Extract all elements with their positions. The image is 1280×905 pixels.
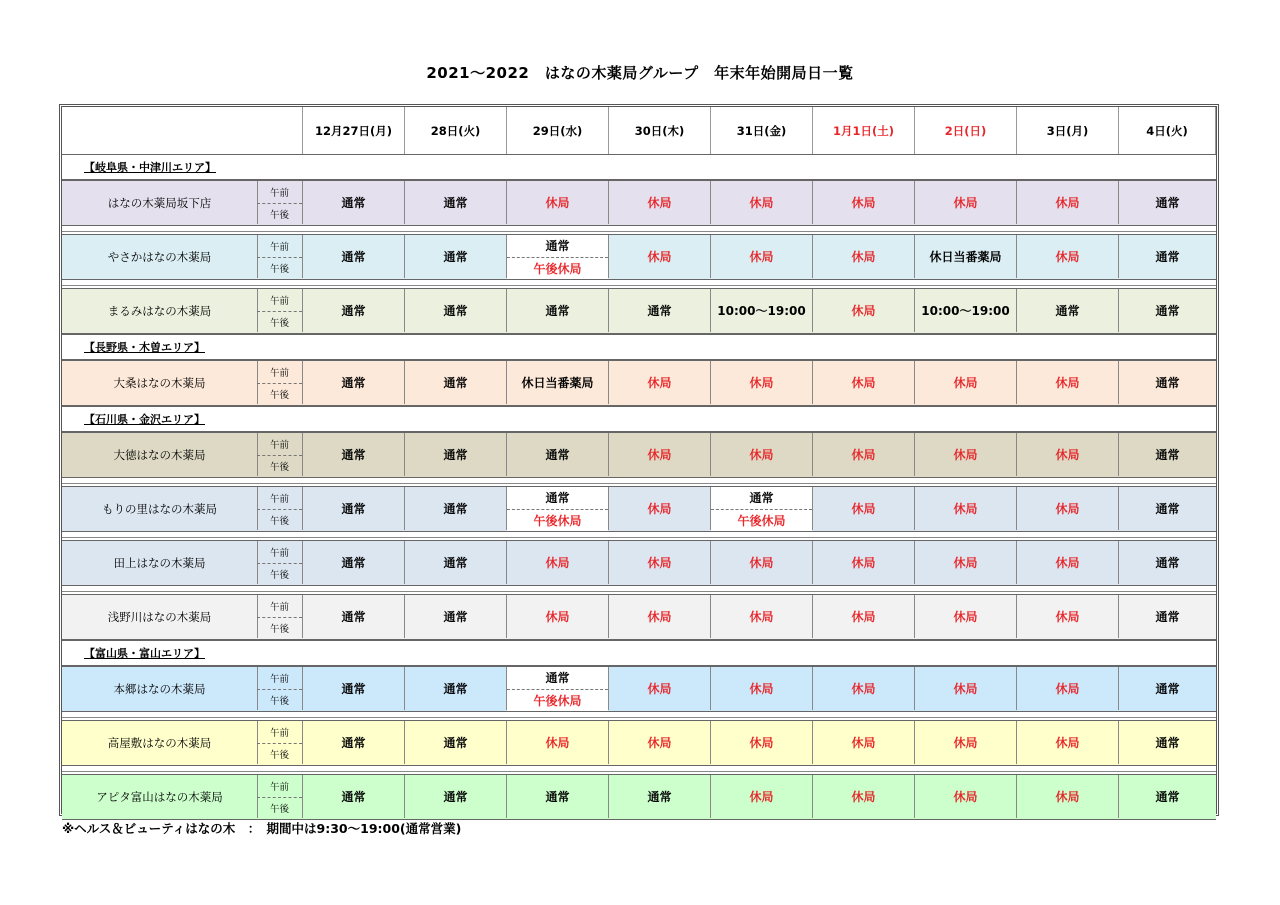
status-text: 休局 — [1055, 736, 1080, 750]
status-text: 休局 — [851, 790, 876, 804]
status-cell — [1017, 433, 1119, 476]
store-row — [62, 540, 1216, 586]
status-cell — [1119, 487, 1216, 530]
status-text: 休局 — [1055, 250, 1080, 264]
day-header: 28日(火) — [405, 107, 507, 154]
pm-label: 午後 — [269, 804, 289, 816]
status-text: 通常 — [443, 610, 468, 624]
status-text: 休局 — [953, 790, 978, 804]
status-cell — [1119, 361, 1216, 404]
store-row — [62, 594, 1216, 640]
pm-label: 午後 — [269, 210, 289, 222]
day-header: 3日(月) — [1017, 107, 1119, 154]
status-cell — [915, 289, 1017, 332]
row-separator — [62, 478, 1216, 484]
status-cell — [609, 595, 711, 638]
am-label: 午前 — [257, 667, 302, 690]
status-cell — [813, 433, 915, 476]
am-pm-labels — [257, 721, 303, 764]
status-cell — [915, 721, 1017, 764]
status-text: 休局 — [851, 682, 876, 696]
status-text: 休局 — [953, 196, 978, 210]
status-text: 通常 — [341, 736, 366, 750]
am-label: 午前 — [257, 433, 302, 456]
status-cell — [915, 361, 1017, 404]
store-name: 浅野川はなの木薬局 — [62, 595, 258, 638]
status-text: 休局 — [851, 196, 876, 210]
status-text: 通常 — [443, 376, 468, 390]
status-text: 休局 — [647, 250, 672, 264]
store-name: もりの里はなの木薬局 — [62, 487, 258, 530]
status-text: 休局 — [1055, 790, 1080, 804]
store-name: やさかはなの木薬局 — [62, 235, 258, 278]
status-cell — [303, 721, 405, 764]
store-name: まるみはなの木薬局 — [62, 289, 258, 332]
store-name: 田上はなの木薬局 — [62, 541, 258, 584]
pm-label: 午後 — [269, 570, 289, 582]
store-name: 大桑はなの木薬局 — [62, 361, 258, 404]
row-separator — [62, 766, 1216, 772]
status-cell — [405, 181, 507, 224]
am-label: 午前 — [257, 541, 302, 564]
status-text: 通常 — [1155, 250, 1180, 264]
area-label — [62, 154, 1216, 180]
status-text: 10:00～19:00 — [717, 304, 806, 318]
status-pm: 午後休局 — [711, 510, 812, 532]
status-text: 通常 — [1155, 502, 1180, 516]
area-label-text: 【石川県・金沢エリア】 — [84, 413, 205, 426]
status-pm: 午後休局 — [507, 510, 608, 532]
status-text: 休局 — [851, 448, 876, 462]
status-cell — [609, 235, 711, 278]
status-cell — [507, 181, 609, 224]
area-label-text: 【富山県・富山エリア】 — [84, 647, 205, 660]
status-text: 通常 — [1055, 304, 1080, 318]
status-text: 通常 — [647, 304, 672, 318]
status-cell — [711, 721, 813, 764]
status-cell — [609, 433, 711, 476]
status-cell — [405, 289, 507, 332]
status-cell — [507, 541, 609, 584]
status-cell — [915, 595, 1017, 638]
status-text: 休局 — [545, 736, 570, 750]
pm-label: 午後 — [269, 696, 289, 708]
status-text: 休日当番薬局 — [521, 376, 594, 390]
status-cell — [609, 667, 711, 710]
store-row — [62, 234, 1216, 280]
status-text: 通常 — [443, 556, 468, 570]
am-pm-labels — [257, 775, 303, 818]
status-cell — [609, 541, 711, 584]
am-pm-labels — [257, 487, 303, 530]
am-pm-labels — [257, 289, 303, 332]
store-name: 大徳はなの木薬局 — [62, 433, 258, 476]
status-text: 通常 — [341, 610, 366, 624]
status-text: 通常 — [1155, 790, 1180, 804]
status-cell — [711, 181, 813, 224]
am-label: 午前 — [257, 487, 302, 510]
store-name: 高屋敷はなの木薬局 — [62, 721, 258, 764]
store-row — [62, 774, 1216, 820]
status-am: 通常 — [507, 487, 608, 510]
header-corner — [62, 107, 303, 154]
status-text: 休局 — [1055, 376, 1080, 390]
row-separator — [62, 226, 1216, 232]
status-text: 休局 — [1055, 610, 1080, 624]
status-text: 休局 — [545, 556, 570, 570]
status-cell — [405, 433, 507, 476]
status-text: 通常 — [341, 682, 366, 696]
pm-label: 午後 — [269, 390, 289, 402]
am-pm-labels — [257, 667, 303, 710]
status-text: 休局 — [749, 376, 774, 390]
store-name: はなの木薬局坂下店 — [62, 181, 258, 224]
status-cell — [1017, 289, 1119, 332]
status-text: 休局 — [647, 196, 672, 210]
status-cell — [405, 487, 507, 530]
pm-label: 午後 — [269, 264, 289, 276]
store-name: 本郷はなの木薬局 — [62, 667, 258, 710]
status-cell — [609, 181, 711, 224]
status-text: 休局 — [749, 736, 774, 750]
status-text: 通常 — [443, 448, 468, 462]
status-cell — [915, 775, 1017, 818]
status-text: 休局 — [647, 376, 672, 390]
status-cell — [405, 721, 507, 764]
status-text: 通常 — [341, 790, 366, 804]
status-cell — [303, 487, 405, 530]
status-cell — [1017, 487, 1119, 530]
day-header: 2日(日) — [915, 107, 1017, 154]
status-cell — [813, 361, 915, 404]
status-text: 通常 — [341, 556, 366, 570]
status-text: 通常 — [341, 448, 366, 462]
status-cell — [405, 235, 507, 278]
page-title: 2021～2022 はなの木薬局グループ 年末年始開局日一覧 — [426, 64, 854, 82]
schedule-table — [59, 104, 1219, 816]
status-text: 通常 — [443, 736, 468, 750]
status-cell — [1017, 667, 1119, 710]
am-label: 午前 — [257, 181, 302, 204]
status-cell — [507, 595, 609, 638]
status-text: 休局 — [545, 610, 570, 624]
status-text: 休局 — [647, 682, 672, 696]
status-cell — [507, 721, 609, 764]
status-cell — [303, 361, 405, 404]
status-text: 休局 — [647, 736, 672, 750]
day-header: 29日(水) — [507, 107, 609, 154]
row-separator — [62, 586, 1216, 592]
status-text: 通常 — [443, 250, 468, 264]
status-cell — [711, 667, 813, 710]
area-label-text: 【岐阜県・中津川エリア】 — [84, 161, 216, 174]
status-cell — [813, 595, 915, 638]
status-text: 通常 — [443, 502, 468, 516]
status-cell — [609, 775, 711, 818]
status-text: 休局 — [953, 502, 978, 516]
status-cell — [1017, 361, 1119, 404]
status-text: 休日当番薬局 — [929, 250, 1002, 264]
status-cell — [303, 595, 405, 638]
store-row — [62, 180, 1216, 226]
status-text: 休局 — [749, 556, 774, 570]
am-label: 午前 — [257, 595, 302, 618]
status-cell — [1119, 541, 1216, 584]
status-text: 休局 — [749, 682, 774, 696]
store-name: アピタ富山はなの木薬局 — [62, 775, 258, 818]
status-cell — [813, 235, 915, 278]
status-text: 休局 — [953, 736, 978, 750]
status-text: 通常 — [443, 196, 468, 210]
status-cell — [507, 775, 609, 818]
status-cell — [711, 235, 813, 278]
status-text: 休局 — [647, 502, 672, 516]
pm-label: 午後 — [269, 516, 289, 528]
status-cell — [1119, 667, 1216, 710]
row-separator — [62, 712, 1216, 718]
store-row — [62, 360, 1216, 406]
status-pm: 午後休局 — [507, 690, 608, 712]
am-pm-labels — [257, 541, 303, 584]
status-cell — [405, 361, 507, 404]
status-cell — [1119, 181, 1216, 224]
status-cell — [405, 775, 507, 818]
status-cell — [609, 487, 711, 530]
am-label: 午前 — [257, 361, 302, 384]
store-row — [62, 288, 1216, 334]
status-text: 通常 — [545, 304, 570, 318]
am-label: 午前 — [257, 235, 302, 258]
row-separator — [62, 532, 1216, 538]
am-pm-labels — [257, 595, 303, 638]
status-text: 休局 — [749, 790, 774, 804]
status-text: 通常 — [341, 502, 366, 516]
status-cell — [507, 433, 609, 476]
status-cell — [813, 487, 915, 530]
status-text: 休局 — [749, 196, 774, 210]
status-text: 休局 — [1055, 682, 1080, 696]
am-label: 午前 — [257, 721, 302, 744]
store-row — [62, 486, 1216, 532]
area-label — [62, 640, 1216, 666]
status-cell — [915, 181, 1017, 224]
area-label — [62, 406, 1216, 432]
status-text: 通常 — [341, 304, 366, 318]
status-cell — [915, 541, 1017, 584]
status-cell — [507, 361, 609, 404]
day-header: 31日(金) — [711, 107, 813, 154]
status-cell — [711, 595, 813, 638]
store-row — [62, 432, 1216, 478]
status-text: 通常 — [1155, 556, 1180, 570]
status-text: 通常 — [1155, 376, 1180, 390]
status-cell — [609, 721, 711, 764]
status-text: 休局 — [953, 376, 978, 390]
status-cell — [915, 433, 1017, 476]
am-pm-labels — [257, 181, 303, 224]
status-cell — [303, 235, 405, 278]
status-am: 通常 — [507, 235, 608, 258]
status-cell — [711, 541, 813, 584]
status-cell — [1119, 721, 1216, 764]
pm-label: 午後 — [269, 624, 289, 636]
status-cell — [1119, 433, 1216, 476]
status-cell — [1119, 775, 1216, 818]
status-text: 通常 — [1155, 196, 1180, 210]
status-cell — [507, 289, 609, 332]
status-cell — [813, 721, 915, 764]
status-text: 通常 — [443, 682, 468, 696]
status-cell — [507, 667, 609, 710]
status-text: 通常 — [1155, 682, 1180, 696]
day-header: 30日(木) — [609, 107, 711, 154]
am-pm-labels — [257, 433, 303, 476]
am-pm-labels — [257, 361, 303, 404]
area-label-text: 【長野県・木曽エリア】 — [84, 341, 205, 354]
status-cell — [711, 775, 813, 818]
status-cell — [609, 289, 711, 332]
status-cell — [303, 541, 405, 584]
status-text: 休局 — [953, 448, 978, 462]
status-text: 休局 — [749, 448, 774, 462]
status-cell — [1119, 235, 1216, 278]
status-cell — [915, 667, 1017, 710]
status-cell — [1119, 595, 1216, 638]
status-text: 休局 — [1055, 502, 1080, 516]
pm-label: 午後 — [269, 318, 289, 330]
status-text: 休局 — [1055, 556, 1080, 570]
status-cell — [507, 487, 609, 530]
status-cell — [303, 289, 405, 332]
status-text: 休局 — [851, 502, 876, 516]
status-am: 通常 — [507, 667, 608, 690]
status-text: 休局 — [953, 610, 978, 624]
status-cell — [405, 595, 507, 638]
day-header: 12月27日(月) — [303, 107, 405, 154]
store-row — [62, 666, 1216, 712]
status-text: 休局 — [1055, 196, 1080, 210]
status-text: 休局 — [851, 610, 876, 624]
status-text: 10:00～19:00 — [921, 304, 1010, 318]
am-pm-labels — [257, 235, 303, 278]
status-text: 通常 — [341, 376, 366, 390]
pm-label: 午後 — [269, 462, 289, 474]
day-header: 1月1日(土) — [813, 107, 915, 154]
am-label: 午前 — [257, 289, 302, 312]
status-text: 通常 — [443, 304, 468, 318]
status-cell — [303, 667, 405, 710]
status-cell — [711, 433, 813, 476]
status-text: 通常 — [647, 790, 672, 804]
status-text: 通常 — [545, 448, 570, 462]
header-row — [62, 107, 1216, 154]
status-text: 休局 — [953, 556, 978, 570]
status-cell — [915, 235, 1017, 278]
status-cell — [813, 667, 915, 710]
status-text: 休局 — [851, 736, 876, 750]
status-text: 通常 — [341, 196, 366, 210]
status-cell — [1017, 721, 1119, 764]
status-text: 休局 — [1055, 448, 1080, 462]
status-text: 休局 — [647, 556, 672, 570]
status-text: 通常 — [545, 790, 570, 804]
status-text: 休局 — [851, 376, 876, 390]
status-cell — [303, 433, 405, 476]
status-pm: 午後休局 — [507, 258, 608, 280]
status-text: 通常 — [1155, 304, 1180, 318]
status-cell — [609, 361, 711, 404]
status-text: 休局 — [647, 610, 672, 624]
store-row — [62, 720, 1216, 766]
status-cell — [1017, 181, 1119, 224]
am-label: 午前 — [257, 775, 302, 798]
status-text: 通常 — [443, 790, 468, 804]
status-text: 休局 — [851, 304, 876, 318]
status-text: 通常 — [341, 250, 366, 264]
status-cell — [1017, 595, 1119, 638]
status-cell — [813, 289, 915, 332]
area-label — [62, 334, 1216, 360]
status-cell — [303, 181, 405, 224]
status-cell — [813, 775, 915, 818]
status-text: 休局 — [953, 682, 978, 696]
status-cell — [1017, 235, 1119, 278]
status-text: 通常 — [1155, 610, 1180, 624]
status-cell — [405, 667, 507, 710]
day-header: 4日(火) — [1119, 107, 1216, 154]
status-text: 休局 — [647, 448, 672, 462]
footnote: ※ヘルス＆ビューティはなの木 ： 期間中は9:30～19:00(通常営業) — [62, 821, 462, 836]
status-text: 通常 — [1155, 736, 1180, 750]
status-am: 通常 — [711, 487, 812, 510]
status-text: 休局 — [851, 250, 876, 264]
status-cell — [711, 361, 813, 404]
status-cell — [813, 541, 915, 584]
status-cell — [405, 541, 507, 584]
status-cell — [507, 235, 609, 278]
status-cell — [711, 289, 813, 332]
pm-label: 午後 — [269, 750, 289, 762]
status-text: 通常 — [1155, 448, 1180, 462]
row-separator — [62, 280, 1216, 286]
status-cell — [1017, 775, 1119, 818]
status-text: 休局 — [545, 196, 570, 210]
status-cell — [711, 487, 813, 530]
status-cell — [303, 775, 405, 818]
status-cell — [915, 487, 1017, 530]
status-cell — [1119, 289, 1216, 332]
status-text: 休局 — [749, 250, 774, 264]
status-text: 休局 — [851, 556, 876, 570]
status-cell — [1017, 541, 1119, 584]
status-cell — [813, 181, 915, 224]
status-text: 休局 — [749, 610, 774, 624]
